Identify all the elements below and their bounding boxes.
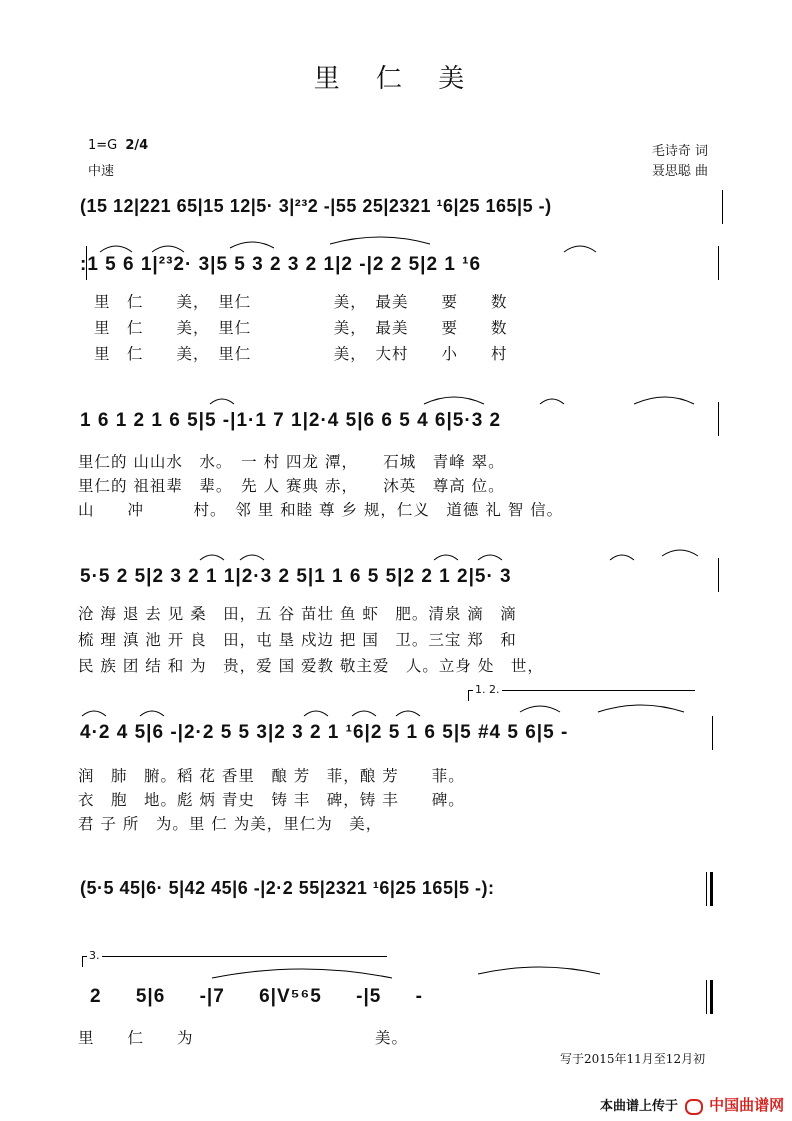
volta-3: 3.	[82, 956, 387, 967]
notation-row-4: 5·5 2 5|2 3 2 1 1|2·3 2 5|1 1 6 5 5|2 2 1 2|5· 3	[80, 566, 512, 587]
volta-1-2: 1. 2.	[468, 690, 695, 701]
notation-row-6: (5·5 45|6· 5|42 45|6 -|2·2 55|2321 ¹6|25 165|5 -):	[80, 878, 495, 898]
lyric-row-4-verse-1: 沧 海 退 去 见 桑 田，五 谷 苗壮 鱼 虾 肥。清泉 滴 滴	[78, 605, 517, 623]
lyric-row-2-verse-2: 里 仁 美， 里仁 美， 最美 要 数	[94, 319, 508, 337]
composer-credit: 聂思聪 曲	[651, 164, 708, 179]
lyric-row-5-verse-3: 君 子 所 为。里 仁 为美，里仁为 美，	[78, 815, 383, 833]
lyric-row-7: 里 仁 为 美。	[78, 1029, 409, 1047]
lyric-row-3-verse-1: 里仁的 山山水 水。 一 村 四龙 潭， 石城 青峰 翠。	[78, 453, 505, 471]
notation-row-3: 1 6 1 2 1 6 5|5 -|1·1 7 1|2·4 5|6 6 5 4 6|5·3 2	[80, 410, 502, 431]
lyricist-credit: 毛诗奇 词	[651, 144, 708, 159]
lyric-row-5-verse-2: 衣 胞 地。彪 炳 青史 铸 丰 碑，铸 丰 碑。	[78, 791, 465, 809]
tempo-marking: 中速	[88, 164, 115, 179]
date-note: 写于2015年11月至12月初	[560, 1052, 706, 1066]
site-logo-text[interactable]: 中国曲谱网	[709, 1096, 785, 1114]
lyric-row-3-verse-3: 山 冲 村。 邻 里 和睦 尊 乡 规，仁义 道德 礼 智 信。	[78, 501, 564, 519]
notation-row-7: 2 5|6 -|7 6|V⁵⁶5 -|5 -	[90, 986, 423, 1007]
lyric-row-5-verse-1: 润 肺 腑。稻 花 香里 酿 芳 菲，酿 芳 菲。	[78, 767, 465, 785]
lyric-row-4-verse-3: 民 族 团 结 和 为 贵，爱 国 爱教 敬主爱 人。立身 处 世，	[78, 657, 544, 675]
notation-row-2: :1 5 6 1|²³2· 3|5 5 3 2 3 2 1|2 -|2 2 5|2 1 ¹6	[80, 254, 482, 275]
time-signature: 2/4	[125, 138, 149, 153]
notation-row-1: (15 12|221 65|15 12|5· 3|²³2 -|55 25|2321 ¹6|25 165|5 -)	[80, 196, 552, 216]
lyric-row-3-verse-2: 里仁的 祖祖辈 辈。 先 人 赛典 赤， 沐英 尊高 位。	[78, 477, 505, 495]
lyric-row-2-verse-1: 里 仁 美， 里仁 美， 最美 要 数	[94, 293, 508, 311]
key-label: 1=G	[88, 138, 118, 153]
lyric-row-4-verse-2: 梳 理 滇 池 开 良 田，屯 垦 戍边 把 国 卫。三宝 郑 和	[78, 631, 517, 649]
page-title: 里 仁 美	[313, 64, 479, 94]
lyric-row-2-verse-3: 里 仁 美， 里仁 美， 大村 小 村	[94, 345, 508, 363]
notation-row-5: 4·2 4 5|6 -|2·2 5 5 3|2 3 2 1 ¹6|2 5 1 6 5|5 #4 5 6|5 -	[80, 722, 569, 743]
footer-text: 本曲谱上传于	[600, 1099, 679, 1114]
